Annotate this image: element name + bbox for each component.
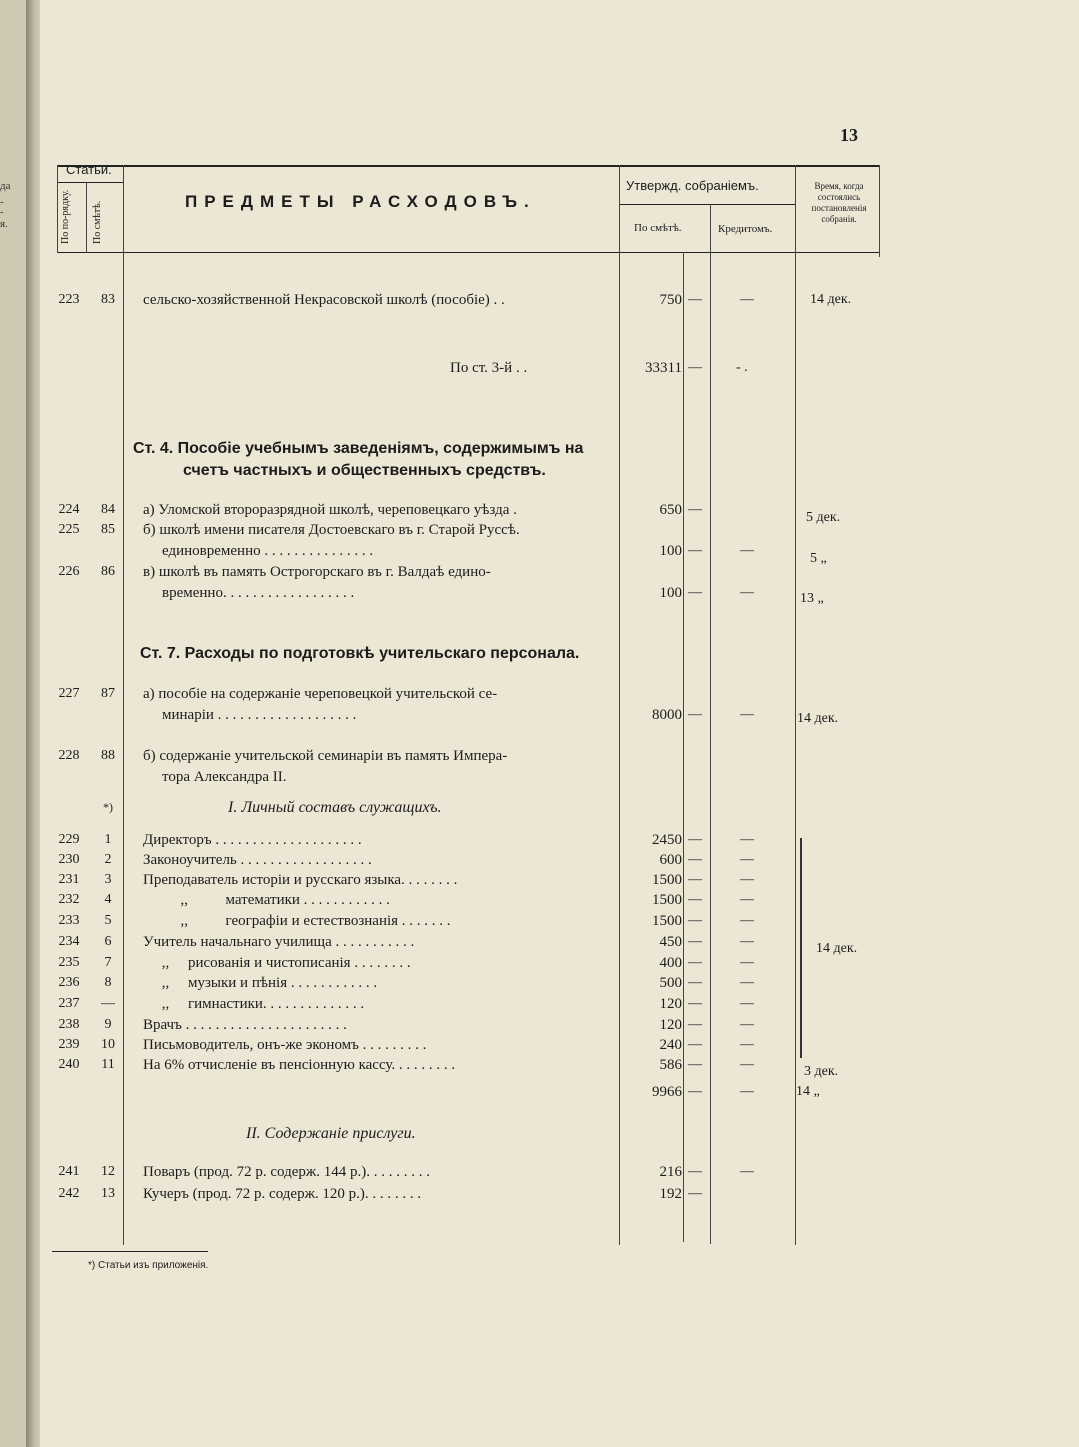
- row-kredit: —: [740, 934, 754, 949]
- row-number: 228: [58, 748, 80, 763]
- row-text: а) Уломской второразрядной школѣ, череповецкаго уѣзда .: [143, 502, 517, 518]
- header-title: ПРЕДМЕТЫ РАСХОДОВЪ.: [185, 192, 536, 211]
- row-text: а) пособіе на содержаніе череповецкой учительской се-: [143, 686, 498, 702]
- row-number: 232: [58, 892, 80, 907]
- table-row: [0, 585, 1079, 607]
- row-number: 238: [58, 1017, 80, 1032]
- smeta-number: 13: [101, 1186, 115, 1201]
- row-text: Поваръ (прод. 72 р. содерж. 144 р.). . . . . . . . .: [143, 1164, 430, 1180]
- row-dash: —: [688, 1164, 702, 1179]
- row-dash: —: [688, 892, 702, 907]
- header-kreditom: Кредитомъ.: [718, 223, 773, 235]
- row-text: Директоръ . . . . . . . . . . . . . . . . . . . .: [143, 832, 362, 848]
- smeta-number: 12: [101, 1164, 115, 1179]
- row-number: 224: [58, 502, 80, 517]
- table-row: [0, 707, 1079, 729]
- row-number: 227: [58, 686, 80, 701]
- row-number: 231: [58, 872, 80, 887]
- row-number: 229: [58, 832, 80, 847]
- prev-page-fragment: я.: [0, 218, 8, 230]
- table-row: [0, 934, 1079, 956]
- row-amount: 1500: [652, 913, 682, 929]
- row-number: 226: [58, 564, 80, 579]
- header-po-ryadu: По по-рядку.: [60, 189, 71, 244]
- subtotal-row: [0, 360, 1079, 382]
- row-text: ,, математики . . . . . . . . . . . .: [143, 892, 390, 908]
- smeta-number: 6: [104, 934, 112, 949]
- row-amount: 100: [659, 585, 682, 601]
- header-bottom-rule: [57, 252, 879, 253]
- table-row: [0, 852, 1079, 874]
- row-amount: 8000: [652, 707, 682, 723]
- row-text: Законоучитель . . . . . . . . . . . . . . . . . .: [143, 852, 372, 868]
- row-kredit: —: [740, 1164, 754, 1179]
- table-row: [0, 748, 1079, 770]
- row-dash: —: [688, 1057, 702, 1072]
- smeta-number: 2: [104, 852, 112, 867]
- header-stati: Статьи.: [66, 162, 112, 177]
- row-vremya: 14 дек.: [797, 711, 839, 726]
- row-text: ,, гимнастики. . . . . . . . . . . . . .: [143, 996, 365, 1012]
- row-number: 237: [58, 996, 80, 1011]
- smeta-number: 7: [104, 955, 112, 970]
- row-dash: —: [688, 1186, 702, 1201]
- prev-page-fragment: -: [0, 196, 4, 208]
- table-row: [0, 955, 1079, 977]
- row-number: 223: [58, 292, 80, 307]
- table-row: [0, 996, 1079, 1018]
- row-vremya: 13 „: [800, 591, 824, 606]
- staff-brace: [800, 838, 802, 1058]
- subtotal-amount: 33311: [645, 360, 682, 376]
- staff-total-vremya: 14 „: [796, 1084, 820, 1099]
- smeta-number: 83: [101, 292, 115, 307]
- row-dash: —: [688, 996, 702, 1011]
- row-text: На 6% отчисленіе въ пенсіонную кассу. . . . . . . . .: [143, 1057, 456, 1073]
- row-dash: —: [688, 1017, 702, 1032]
- row-number: 233: [58, 913, 80, 928]
- row-kredit: —: [740, 832, 754, 847]
- row-number: 241: [58, 1164, 80, 1179]
- row-text: временно. . . . . . . . . . . . . . . . . .: [162, 585, 355, 601]
- table-row: [0, 543, 1079, 565]
- row-amount: 2450: [652, 832, 682, 848]
- header-col-divider: [86, 183, 87, 253]
- stati-underline: [57, 182, 123, 183]
- row-amount: 750: [659, 292, 682, 308]
- row-dash: —: [688, 543, 702, 558]
- row-kredit: —: [740, 872, 754, 887]
- row-text: единовременно . . . . . . . . . . . . . . .: [162, 543, 374, 559]
- table-row: [0, 872, 1079, 894]
- row-number: 230: [58, 852, 80, 867]
- utverzhd-underline: [619, 204, 795, 205]
- table-row: [0, 502, 1079, 524]
- section-7-heading: Ст. 7. Расходы по подготовкѣ учительскаго персонала.: [140, 645, 580, 662]
- row-dash: —: [688, 913, 702, 928]
- row-kredit: —: [740, 1017, 754, 1032]
- header-utverzhd: Утвержд. собраніемъ.: [626, 178, 759, 193]
- row-number: 225: [58, 522, 80, 537]
- row-amount: 120: [659, 996, 682, 1012]
- table-row: [0, 769, 1079, 791]
- staff-total-row: [0, 1084, 1079, 1106]
- row-amount: 600: [659, 852, 682, 868]
- table-row: [0, 522, 1079, 544]
- header-vremya: Время, когда состоялись постановленія собранія.: [811, 181, 867, 224]
- table-row: [0, 1164, 1079, 1186]
- row-amount: 450: [659, 934, 682, 950]
- header-po-smete-col: По смѣтѣ.: [634, 222, 682, 234]
- row-text: тора Александра II.: [162, 769, 287, 785]
- row-text: ,, музыки и пѣнія . . . . . . . . . . . .: [143, 975, 378, 991]
- row-amount: 1500: [652, 892, 682, 908]
- table-row: [0, 892, 1079, 914]
- row-text: Письмоводитель, онъ-же экономъ . . . . . . . . .: [143, 1037, 427, 1053]
- table-row: [0, 1017, 1079, 1039]
- smeta-number: 1: [104, 832, 112, 847]
- row-number: 235: [58, 955, 80, 970]
- row-text: Преподаватель исторіи и русскаго языка. . . . . . . .: [143, 872, 458, 888]
- row-dash: —: [688, 292, 702, 307]
- table-row: [0, 1186, 1079, 1208]
- row-dash: —: [688, 852, 702, 867]
- staff-vremya-b: 3 дек.: [804, 1064, 839, 1079]
- row-kredit: —: [740, 996, 754, 1011]
- row-text: Учитель начальнаго училища . . . . . . . . . . .: [143, 934, 415, 950]
- row-text: в) школѣ въ память Острогорскаго въ г. Валдаѣ едино-: [143, 564, 491, 580]
- table-left-rule: [57, 165, 58, 253]
- row-kredit: —: [740, 1057, 754, 1072]
- subsection-servants: II. Содержаніе прислуги.: [246, 1125, 416, 1142]
- row-dash: —: [688, 585, 702, 600]
- row-number: 234: [58, 934, 80, 949]
- row-dash: —: [688, 832, 702, 847]
- table-row: [0, 686, 1079, 708]
- row-number: 240: [58, 1057, 80, 1072]
- row-number: 242: [58, 1186, 80, 1201]
- subtotal-label: По ст. 3-й . .: [450, 360, 528, 376]
- smeta-number: 88: [101, 748, 115, 763]
- page-number: 13: [840, 125, 858, 145]
- row-dash: —: [688, 934, 702, 949]
- row-kredit: —: [740, 1037, 754, 1052]
- table-row: [0, 913, 1079, 935]
- row-amount: 1500: [652, 872, 682, 888]
- table-top-rule: [57, 165, 879, 167]
- staff-total-kredit: —: [740, 1084, 754, 1099]
- smeta-number: 84: [101, 502, 115, 517]
- smeta-number: 10: [101, 1037, 115, 1052]
- table-row: [0, 564, 1079, 586]
- row-text: минаріи . . . . . . . . . . . . . . . . . . .: [162, 707, 357, 723]
- section-4-heading-line2: счетъ частныхъ и общественныхъ средствъ.: [183, 462, 546, 479]
- row-amount: 650: [659, 502, 682, 518]
- staff-total-amount: 9966: [652, 1084, 682, 1100]
- row-kredit: —: [740, 892, 754, 907]
- row-text: Врачъ . . . . . . . . . . . . . . . . . . . . . .: [143, 1017, 347, 1033]
- table-row: [0, 832, 1079, 854]
- smeta-number: 3: [104, 872, 112, 887]
- row-amount: 400: [659, 955, 682, 971]
- row-text: сельско-хозяйственной Некрасовской школѣ (пособіе) . .: [143, 292, 505, 308]
- table-row: [0, 1037, 1079, 1059]
- row-kredit: —: [740, 852, 754, 867]
- row-text: б) школѣ имени писателя Достоевскаго въ г. Старой Руссѣ.: [143, 522, 520, 538]
- row-amount: 500: [659, 975, 682, 991]
- row-kredit: —: [740, 955, 754, 970]
- header-po-smete: По смѣтѣ.: [92, 200, 103, 244]
- staff-vremya-a: 14 дек.: [816, 941, 858, 956]
- smeta-number: 4: [104, 892, 112, 907]
- table-row: [0, 975, 1079, 997]
- smeta-number: 9: [104, 1017, 112, 1032]
- smeta-number: 85: [101, 522, 115, 537]
- row-dash: —: [688, 707, 702, 722]
- subsection-staff: I. Личный составъ служащихъ.: [228, 799, 442, 816]
- row-kredit: —: [740, 975, 754, 990]
- smeta-number: 11: [101, 1057, 115, 1072]
- smeta-number: 5: [104, 913, 112, 928]
- smeta-number: 8: [104, 975, 112, 990]
- smeta-number: 87: [101, 686, 115, 701]
- row-text: ,, географіи и естествознанія . . . . . . .: [143, 913, 451, 929]
- row-text: б) содержаніе учительской семинаріи въ память Импера-: [143, 748, 508, 764]
- footnote-mark: *): [103, 800, 113, 814]
- row-dash: —: [688, 872, 702, 887]
- row-vremya: 14 дек.: [810, 292, 852, 307]
- row-text: ,, рисованія и чистописанія . . . . . . . .: [143, 955, 411, 971]
- row-amount: 120: [659, 1017, 682, 1033]
- row-amount: 586: [659, 1057, 682, 1073]
- row-amount: 216: [659, 1164, 682, 1180]
- row-dash: —: [688, 502, 702, 517]
- row-number: 236: [58, 975, 80, 990]
- row-kredit: —: [740, 292, 754, 307]
- subtotal-dash: —: [688, 360, 702, 375]
- prev-page-fragment: да: [0, 180, 11, 192]
- staff-total-dash: —: [688, 1084, 702, 1099]
- smeta-number: 86: [101, 564, 115, 579]
- row-kredit: —: [740, 707, 754, 722]
- row-text: Кучеръ (прод. 72 р. содерж. 120 р.). . . . . . . .: [143, 1186, 422, 1202]
- table-row: [0, 292, 1079, 314]
- row-dash: —: [688, 1037, 702, 1052]
- row-kredit: —: [740, 585, 754, 600]
- row-amount: 100: [659, 543, 682, 559]
- smeta-number: —: [101, 996, 115, 1011]
- row-dash: —: [688, 975, 702, 990]
- footnote-rule: [52, 1251, 208, 1252]
- row-amount: 240: [659, 1037, 682, 1053]
- row-vremya: 5 дек.: [806, 510, 841, 525]
- row-vremya: 5 „: [810, 551, 827, 566]
- row-kredit: —: [740, 543, 754, 558]
- row-kredit: —: [740, 913, 754, 928]
- row-amount: 192: [659, 1186, 682, 1202]
- row-dash: —: [688, 955, 702, 970]
- footnote: *) Статьи изъ приложенія.: [88, 1260, 209, 1271]
- subtotal-kredit: - .: [736, 360, 748, 375]
- table-row: [0, 1057, 1079, 1079]
- section-4-heading-line1: Ст. 4. Пособіе учебнымъ заведеніямъ, содержимымъ на: [133, 440, 584, 457]
- prev-page-fragment: -: [0, 206, 4, 218]
- row-number: 239: [58, 1037, 80, 1052]
